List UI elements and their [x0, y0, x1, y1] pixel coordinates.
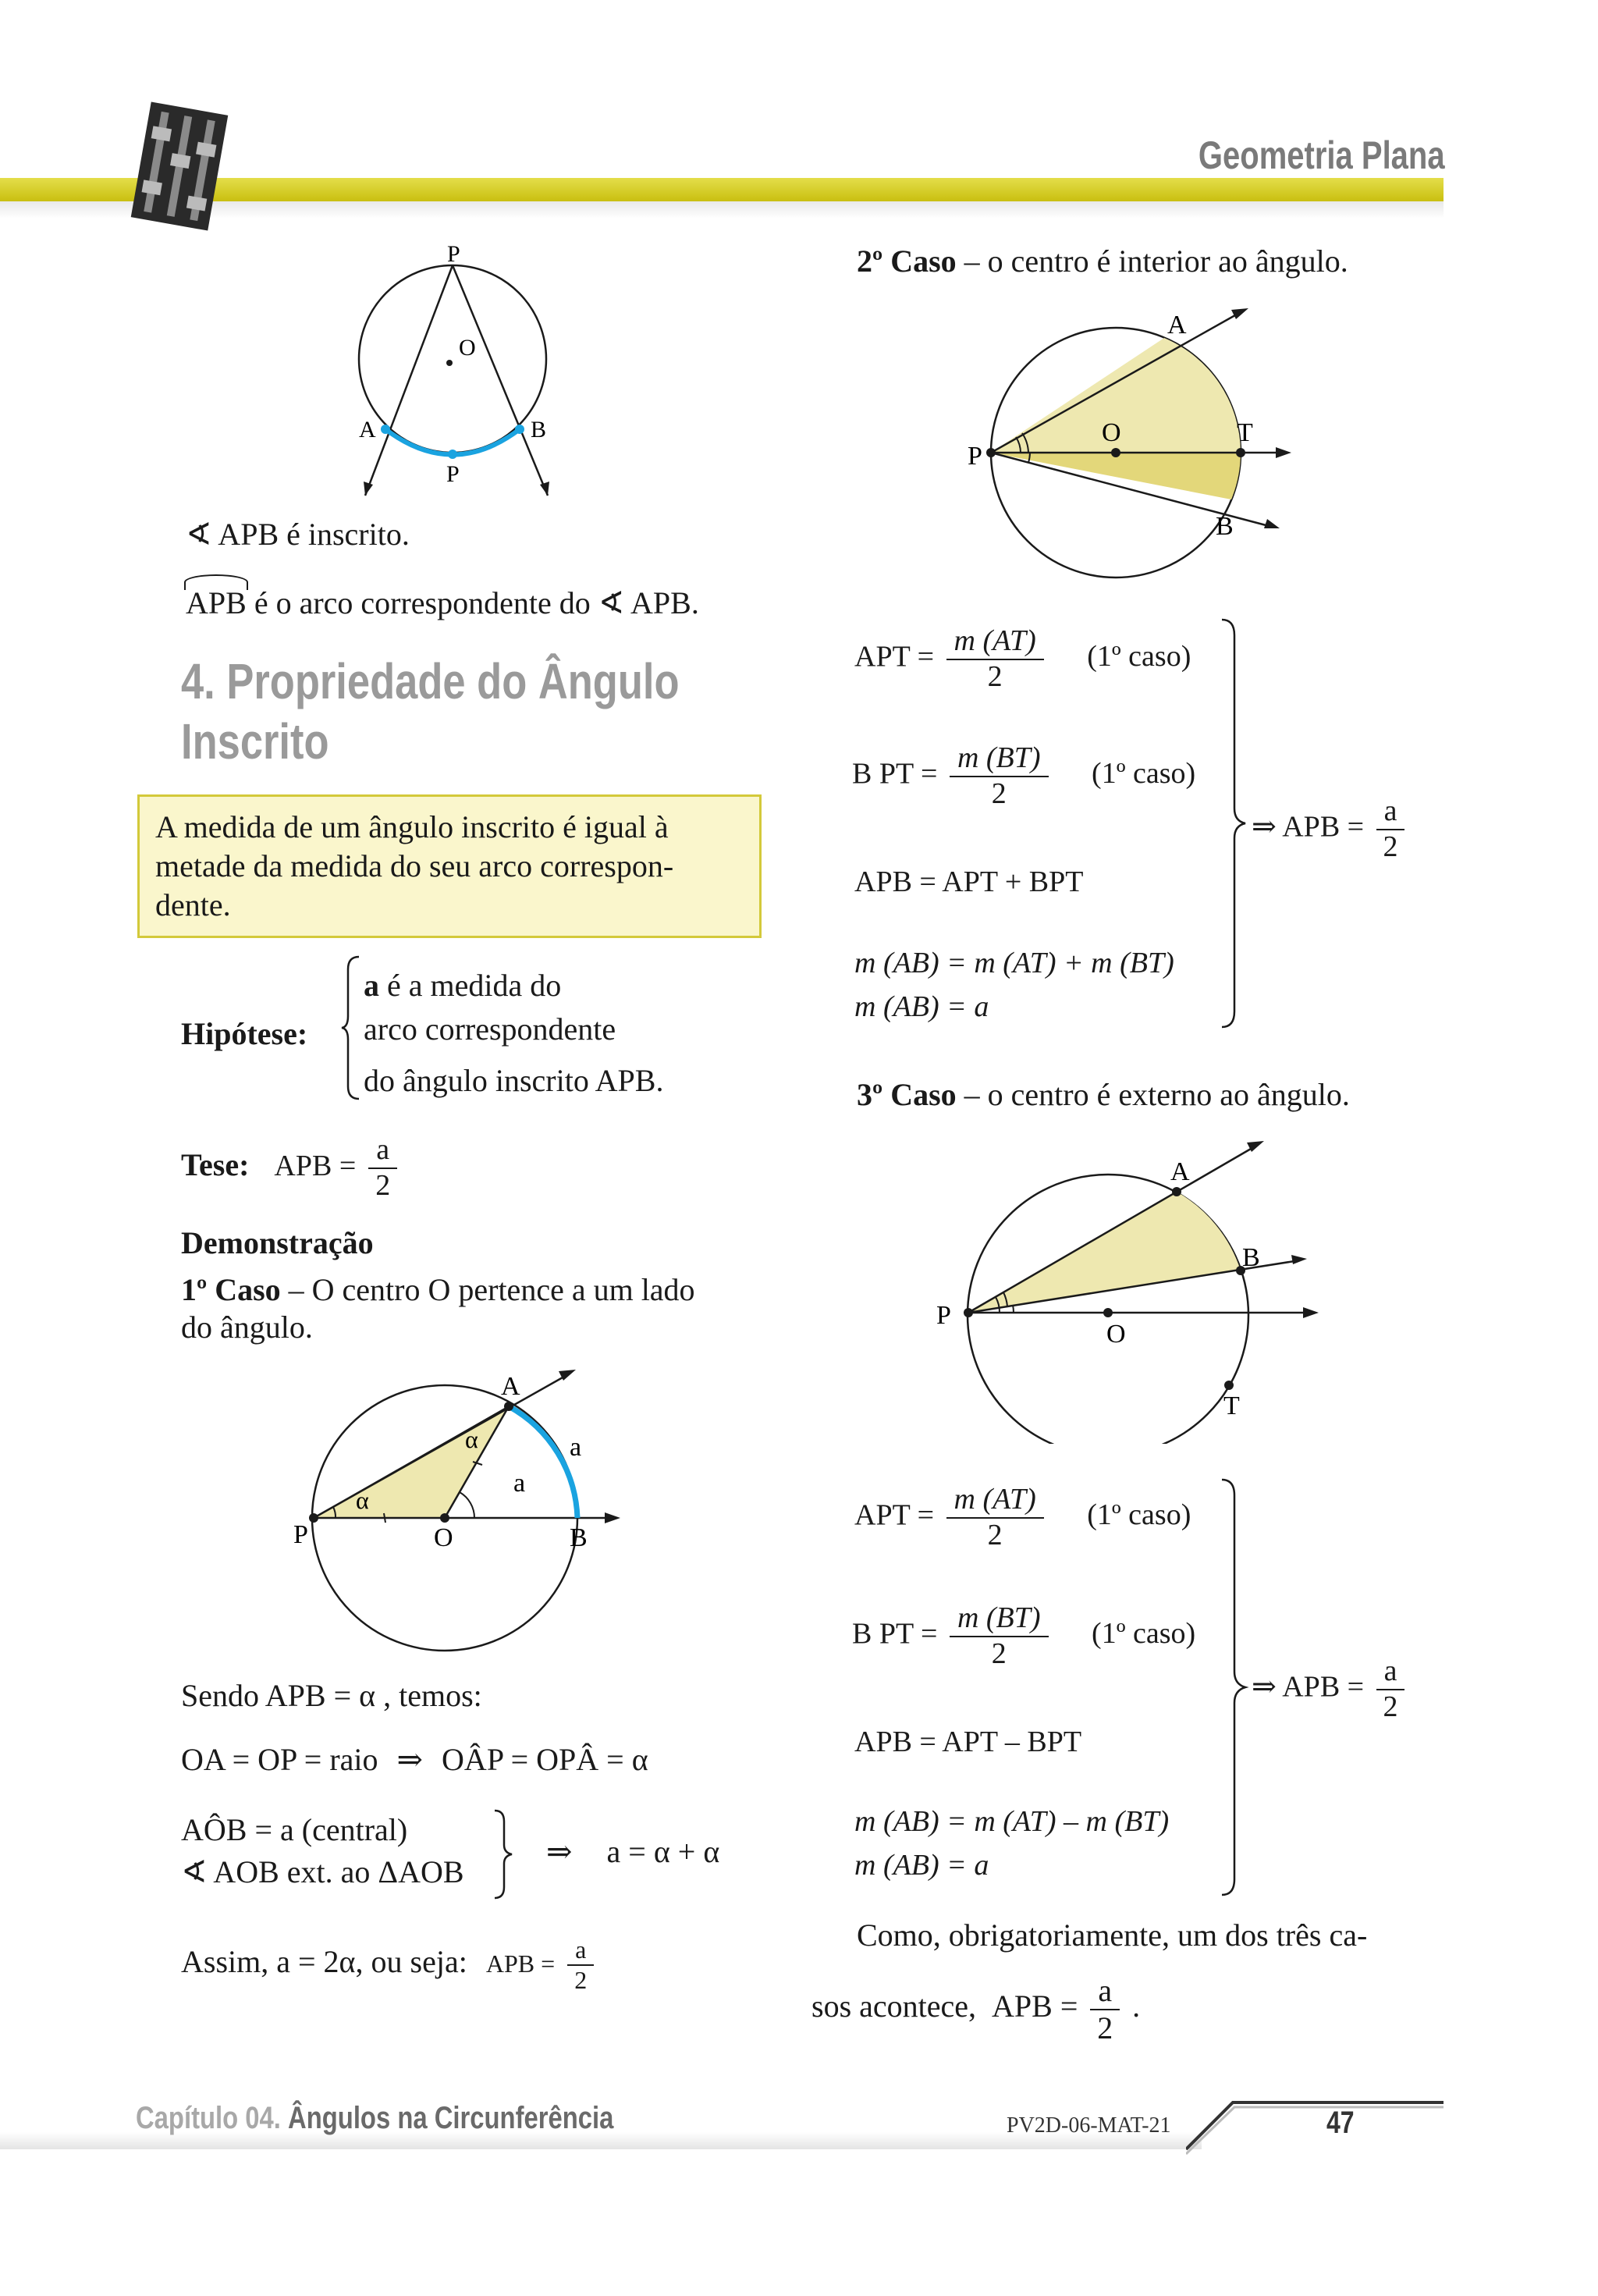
label-b: B: [570, 1523, 588, 1552]
inscribed-statement: ∢ APB é inscrito.: [186, 517, 410, 552]
label-o: O: [459, 335, 476, 361]
label-a: A: [359, 417, 376, 442]
label-o: O: [1102, 418, 1121, 447]
eq3-line-2: [852, 1601, 1195, 1671]
label-a: A: [1167, 311, 1187, 339]
eq2-l2-den: 2: [991, 777, 1007, 810]
caso3-text: – o centro é externo ao ângulo.: [964, 1077, 1350, 1112]
eq2-brace: [1219, 617, 1250, 1030]
eq3-l2-fraction: [950, 1601, 1049, 1671]
label-a-angle: a: [513, 1469, 526, 1498]
eq2-l1-den: 2: [987, 659, 1003, 693]
eq2-line-2: [852, 741, 1195, 811]
footer-code: PV2D-06-MAT-21: [1007, 2113, 1171, 2138]
eq3-line-3: APB = APT – BPT: [854, 1726, 1082, 1758]
raio-lhs: OA = OP = raio: [181, 1742, 378, 1777]
label-t: T: [1237, 418, 1253, 447]
hipotese-line-2: arco correspondente: [364, 1011, 616, 1047]
eq3-result-fraction: [1376, 1654, 1405, 1724]
caso2-line: [857, 242, 1348, 281]
eq2-l2-lhs: B PT =: [852, 757, 938, 791]
eq3-line-4: m (AB) = m (AT) – m (BT): [854, 1805, 1170, 1838]
demonstracao-label: Demonstração: [181, 1225, 374, 1260]
hipotese-line-3: do ângulo inscrito APB.: [364, 1063, 664, 1098]
eq2-l2-num: m (BT): [950, 741, 1049, 777]
arc-apb: APB: [186, 584, 247, 623]
tese-label: Tese:: [181, 1146, 250, 1182]
footer-chapter-prefix: Capítulo 04.: [136, 2101, 281, 2135]
conclusion-num: a: [1090, 1973, 1120, 2010]
label-p: P: [293, 1520, 308, 1549]
eq3-line-1: [854, 1483, 1191, 1552]
eq3-l1-num: m (AT): [946, 1483, 1044, 1519]
label-p: P: [936, 1301, 951, 1330]
assim-fraction: [567, 1935, 594, 1995]
eq2-l1-fraction: [946, 624, 1044, 694]
label-p-bottom: P: [446, 461, 460, 487]
caso1-line: [181, 1271, 695, 1310]
eq2-line-4: m (AB) = m (AT) + m (BT): [854, 947, 1174, 979]
eq2-l1-note: (1º caso): [1087, 640, 1191, 674]
eq3-l2-den: 2: [991, 1637, 1007, 1670]
eq2-l1-num: m (AT): [946, 624, 1044, 660]
eq2-result-den: 2: [1383, 830, 1398, 863]
caso2-label: 2º Caso: [857, 243, 957, 279]
conclusion-line-1: Como, obrigatoriamente, um dos três ca-: [857, 1917, 1368, 1953]
eq2-result-lhs: ⇒ APB =: [1252, 810, 1365, 844]
caso1-label: 1º Caso: [181, 1272, 281, 1307]
eq3-line-5: m (AB) = a: [854, 1849, 989, 1882]
eq2-l2-note: (1º caso): [1092, 757, 1196, 791]
label-p: P: [968, 442, 982, 471]
label-b: B: [1242, 1243, 1260, 1272]
aob-brace: [492, 1807, 515, 1901]
hipotese-line-1-text: é a medida do: [387, 968, 562, 1003]
caso2-text: – o centro é interior ao ângulo.: [964, 243, 1348, 279]
hipotese-a: a: [364, 968, 379, 1003]
conclusion-end: .: [1132, 1989, 1141, 2024]
footer-page-tab: [1186, 2095, 1451, 2157]
eq2-l2-fraction: [950, 741, 1049, 811]
eq3-l1-den: 2: [987, 1518, 1003, 1551]
eq2-result-num: a: [1376, 794, 1405, 830]
eq3-brace: [1219, 1477, 1250, 1898]
eq3-result-lhs: ⇒ APB =: [1252, 1670, 1365, 1704]
caso3-line: [857, 1075, 1350, 1114]
implies-1: ⇒: [396, 1742, 424, 1777]
aob-line-1: AÔB = a (central): [181, 1812, 408, 1847]
eq3-l1-fraction: [946, 1483, 1044, 1552]
tese-num: a: [368, 1133, 397, 1169]
label-o: O: [1106, 1320, 1126, 1349]
aob-line-2: ∢ AOB ext. ao ΔAOB: [181, 1854, 464, 1889]
property-line-1: A medida de um ângulo inscrito é igual à: [155, 809, 669, 844]
arc-statement-text: é o arco correspondente do ∢ APB.: [254, 585, 699, 620]
assim-lhs: APB =: [485, 1949, 556, 1978]
eq2-line-1: [854, 624, 1191, 694]
footer-chapter: [136, 2101, 613, 2136]
raio-line: [181, 1740, 648, 1779]
hipotese-brace: [340, 954, 364, 1102]
caso3-label: 3º Caso: [857, 1077, 957, 1112]
arc-statement: [186, 584, 699, 623]
tese-lhs: APB =: [274, 1149, 357, 1182]
label-alpha-a: α: [465, 1425, 478, 1453]
abacus-icon: [117, 100, 242, 233]
label-b: B: [531, 417, 547, 442]
caso1-line-2: do ângulo.: [181, 1310, 313, 1345]
label-a-arc: a: [570, 1433, 582, 1462]
figure-case-1: [289, 1362, 632, 1658]
sendo-line: Sendo APB = α , temos:: [181, 1678, 482, 1713]
eq3-result: [1252, 1654, 1409, 1724]
eq2-l1-lhs: APT =: [854, 640, 935, 674]
conclusion-fraction: [1090, 1973, 1120, 2046]
eq3-l2-note: (1º caso): [1092, 1617, 1196, 1651]
assim-num: a: [567, 1935, 594, 1966]
tese-fraction: [368, 1133, 397, 1203]
eq3-l1-lhs: APT =: [854, 1498, 935, 1532]
property-line-3: dente.: [155, 887, 231, 922]
tese: [181, 1133, 402, 1203]
label-alpha-p: α: [356, 1486, 369, 1514]
figure-inscribed-angle: [343, 238, 577, 503]
eq2-result-fraction: [1376, 794, 1405, 864]
property-line-2: metade da medida do seu arco correspon-: [155, 848, 674, 883]
tese-den: 2: [375, 1168, 391, 1202]
label-p-top: P: [447, 241, 460, 267]
property-box: [137, 794, 762, 938]
figure-case-2: [960, 300, 1303, 581]
conclusion-den: 2: [1097, 2010, 1113, 2045]
assim-line: [181, 1935, 598, 1995]
eq3-l2-num: m (BT): [950, 1601, 1049, 1637]
label-o: O: [434, 1523, 453, 1552]
aob-result: [546, 1832, 719, 1871]
eq3-result-den: 2: [1383, 1690, 1398, 1723]
section-heading-line1: 4. Propriedade do Ângulo: [181, 653, 680, 709]
eq3-result-num: a: [1376, 1654, 1405, 1690]
conclusion-text: sos acontece,: [811, 1989, 977, 2024]
aob-result-text: a = α + α: [606, 1834, 720, 1869]
conclusion-lhs: APB =: [992, 1989, 1078, 2024]
assim-den: 2: [574, 1965, 588, 1994]
eq2-result: [1252, 794, 1409, 864]
caso1-text: – O centro O pertence a um lado: [288, 1272, 695, 1307]
figure-case-3: [936, 1132, 1326, 1444]
footer-chapter-title: Ângulos na Circunferência: [288, 2101, 614, 2135]
raio-rhs: OÂP = OPÂ = α: [442, 1742, 648, 1777]
footer-page-number: 47: [1326, 2106, 1355, 2140]
hipotese-label: Hipótese:: [181, 1016, 308, 1051]
implies-2: ⇒: [546, 1834, 573, 1869]
label-t: T: [1223, 1391, 1240, 1420]
eq3-l1-note: (1º caso): [1087, 1498, 1191, 1532]
eq3-l2-lhs: B PT =: [852, 1617, 938, 1651]
conclusion-line-2: [811, 1973, 1140, 2046]
hipotese-line-1: [364, 966, 561, 1005]
label-a: A: [1170, 1157, 1190, 1186]
eq2-line-3: APB = APT + BPT: [854, 865, 1084, 898]
section-heading-line2: Inscrito: [181, 713, 329, 769]
eq2-line-5: m (AB) = a: [854, 990, 989, 1023]
label-a: A: [501, 1372, 520, 1401]
assim-text: Assim, a = 2α, ou seja:: [181, 1943, 467, 1979]
label-b: B: [1216, 512, 1234, 541]
header-title: Geometria Plana: [1198, 133, 1445, 177]
